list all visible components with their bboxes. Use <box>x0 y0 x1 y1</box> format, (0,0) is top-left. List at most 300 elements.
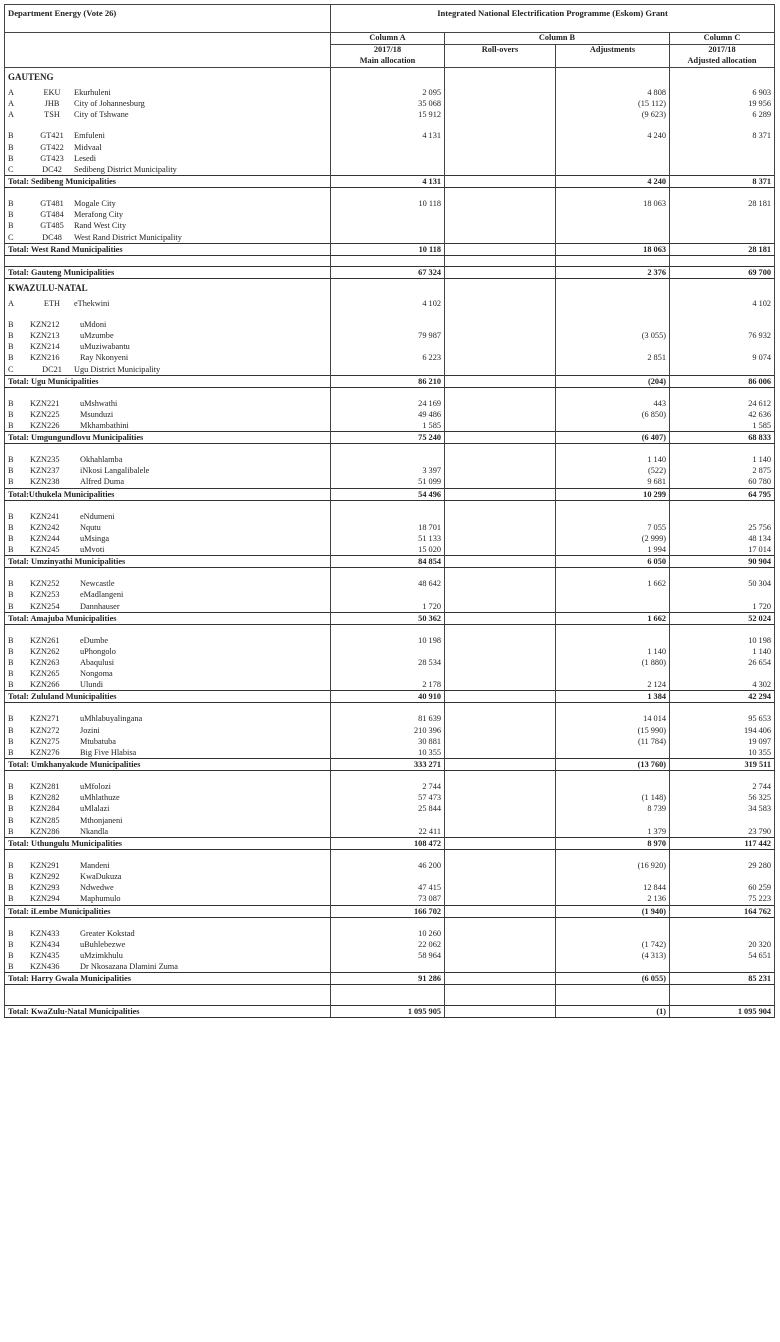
municipality-cell <box>5 352 331 363</box>
category-code: A <box>8 298 14 308</box>
main-allocation-value: 210 396 <box>331 725 445 736</box>
total-row <box>5 243 775 255</box>
municipality-cell <box>5 725 331 736</box>
province-heading-row <box>5 68 775 83</box>
municipality-name: uMhlabuyalingana <box>80 714 143 724</box>
total-label: Total: Umgungundlovu Municipalities <box>5 432 331 444</box>
rollovers-value <box>445 893 556 905</box>
municipality-code: KZN252 <box>30 579 60 589</box>
municipality-cell <box>5 928 331 939</box>
municipality-name: uMshwathi <box>80 398 118 408</box>
header-row-subtitles <box>5 56 775 68</box>
municipality-row <box>5 153 775 164</box>
adjustments-value: (15 990) <box>556 725 670 736</box>
municipality-code: JHB <box>44 99 60 109</box>
category-code: B <box>8 579 14 589</box>
category-code: B <box>8 669 14 679</box>
spacer-row <box>5 624 775 635</box>
total-main-allocation: 75 240 <box>331 432 445 444</box>
municipality-cell <box>5 657 331 668</box>
category-code: B <box>8 747 14 757</box>
municipality-cell <box>5 164 331 176</box>
adjusted-allocation-value: 54 651 <box>670 950 775 961</box>
adjusted-allocation-value <box>670 341 775 352</box>
main-allocation-value: 73 087 <box>331 893 445 905</box>
total-row <box>5 837 775 849</box>
municipality-cell <box>5 330 331 341</box>
municipality-name: Lesedi <box>74 153 97 163</box>
spacer-row <box>5 771 775 782</box>
category-code: B <box>8 804 14 814</box>
adjustments-value <box>556 319 670 330</box>
total-label: Total: Umkhanyakude Municipalities <box>5 759 331 771</box>
municipality-row <box>5 352 775 363</box>
total-row <box>5 266 775 278</box>
category-code: B <box>8 635 14 645</box>
municipality-row <box>5 646 775 657</box>
rollovers-value <box>445 826 556 838</box>
municipality-code: KZN221 <box>30 398 60 408</box>
adjusted-allocation-value <box>670 589 775 600</box>
adjustments-value: 1 379 <box>556 826 670 838</box>
municipality-code: KZN265 <box>30 669 60 679</box>
column-c-label: Column C <box>670 33 775 45</box>
main-allocation-value: 15 020 <box>331 544 445 556</box>
category-code: B <box>8 782 14 792</box>
rollovers-value <box>445 319 556 330</box>
rollovers-value <box>445 454 556 465</box>
adjusted-allocation-value: 194 406 <box>670 725 775 736</box>
municipality-code: KZN238 <box>30 477 60 487</box>
adjusted-allocation-value <box>670 668 775 679</box>
municipality-row <box>5 713 775 724</box>
total-main-allocation: 84 854 <box>331 556 445 568</box>
main-allocation-value: 2 095 <box>331 87 445 98</box>
municipality-cell <box>5 298 331 309</box>
spacer-row <box>5 985 775 996</box>
adjusted-allocation-value <box>670 961 775 973</box>
municipality-name: Mogale City <box>74 199 116 209</box>
municipality-name: Ulundi <box>80 680 104 690</box>
total-main-allocation: 40 910 <box>331 691 445 703</box>
municipality-cell <box>5 398 331 409</box>
adjusted-allocation-value: 50 304 <box>670 578 775 589</box>
total-adjustments: 10 299 <box>556 488 670 500</box>
total-adjustments: 1 662 <box>556 612 670 624</box>
municipality-name: eThekwini <box>74 298 110 308</box>
municipality-code: KZN275 <box>30 736 60 746</box>
total-label: Total: iLembe Municipalities <box>5 905 331 917</box>
adjusted-allocation-value: 95 653 <box>670 713 775 724</box>
municipality-row <box>5 792 775 803</box>
adjusted-allocation-value: 17 014 <box>670 544 775 556</box>
category-code: C <box>8 232 14 242</box>
rollovers-value <box>445 142 556 153</box>
total-adjusted-allocation: 68 833 <box>670 432 775 444</box>
main-allocation-value: 46 200 <box>331 860 445 871</box>
adjustments-value <box>556 153 670 164</box>
total-main-allocation: 108 472 <box>331 837 445 849</box>
municipality-code: GT423 <box>40 153 64 163</box>
municipality-code: KZN436 <box>30 961 60 971</box>
municipality-cell <box>5 220 331 231</box>
municipality-row <box>5 454 775 465</box>
rollovers-value <box>445 298 556 309</box>
municipality-code: KZN245 <box>30 545 60 555</box>
grand-total-row <box>5 1006 775 1018</box>
spacer-row <box>5 849 775 860</box>
category-code: B <box>8 533 14 543</box>
category-code: B <box>8 815 14 825</box>
total-row <box>5 905 775 917</box>
adjusted-allocation-value <box>670 511 775 522</box>
municipality-cell <box>5 420 331 432</box>
total-row <box>5 612 775 624</box>
municipality-name: Mandeni <box>80 860 110 870</box>
category-code: B <box>8 522 14 532</box>
rollovers-value <box>445 420 556 432</box>
adjustments-value: (2 999) <box>556 533 670 544</box>
municipality-row <box>5 544 775 556</box>
category-code: B <box>8 714 14 724</box>
total-label: Total: Gauteng Municipalities <box>5 266 331 278</box>
main-allocation-value: 10 118 <box>331 198 445 209</box>
total-row <box>5 375 775 387</box>
municipality-name: Mkhambathini <box>80 420 129 430</box>
rollovers-value <box>445 792 556 803</box>
adjustments-value: 2 851 <box>556 352 670 363</box>
municipality-name: City of Tshwane <box>74 110 129 120</box>
header-row-columns <box>5 33 775 45</box>
main-allocation-value: 48 642 <box>331 578 445 589</box>
adjusted-allocation-value: 2 744 <box>670 781 775 792</box>
municipality-name: Newcastle <box>80 579 115 589</box>
adjustments-label: Adjustments <box>556 45 670 57</box>
total-main-allocation: 54 496 <box>331 488 445 500</box>
municipality-cell <box>5 87 331 98</box>
adjustments-value <box>556 142 670 153</box>
total-main-allocation: 10 118 <box>331 243 445 255</box>
municipality-row <box>5 635 775 646</box>
adjustments-value <box>556 815 670 826</box>
category-code: B <box>8 331 14 341</box>
municipality-name: Maphumulo <box>80 894 121 904</box>
municipality-cell <box>5 589 331 600</box>
municipality-row <box>5 220 775 231</box>
rollovers-value <box>445 871 556 882</box>
main-allocation-value: 22 062 <box>331 939 445 950</box>
municipality-row <box>5 409 775 420</box>
total-adjustments: (1) <box>556 1006 670 1018</box>
total-adjusted-allocation: 69 700 <box>670 266 775 278</box>
total-rollovers <box>445 759 556 771</box>
adjustments-value: 9 681 <box>556 476 670 488</box>
category-code: B <box>8 590 14 600</box>
total-main-allocation: 166 702 <box>331 905 445 917</box>
municipality-row <box>5 893 775 905</box>
main-allocation-value <box>331 364 445 376</box>
rollovers-value <box>445 578 556 589</box>
municipality-code: KZN292 <box>30 872 60 882</box>
municipality-row <box>5 826 775 838</box>
municipality-code: GT481 <box>40 199 64 209</box>
total-rollovers <box>445 488 556 500</box>
adjusted-allocation-value <box>670 142 775 153</box>
adjustments-value: 2 124 <box>556 679 670 691</box>
municipality-code: KZN263 <box>30 658 60 667</box>
municipality-cell <box>5 961 331 973</box>
municipality-name: Nongoma <box>80 669 113 679</box>
adjusted-allocation-value: 10 198 <box>670 635 775 646</box>
municipality-cell <box>5 646 331 657</box>
spacer-row <box>5 255 775 266</box>
rollovers-value <box>445 109 556 120</box>
municipality-code: KZN225 <box>30 409 60 419</box>
municipality-name: Sedibeng District Municipality <box>74 164 177 174</box>
adjusted-allocation-value: 2 875 <box>670 465 775 476</box>
municipality-cell <box>5 871 331 882</box>
total-rollovers <box>445 375 556 387</box>
spacer-row <box>5 500 775 511</box>
allocation-rows <box>5 68 775 1018</box>
municipality-code: KZN284 <box>30 804 60 814</box>
municipality-name: uMdoni <box>80 319 107 329</box>
adjusted-allocation-value: 24 612 <box>670 398 775 409</box>
municipality-code: KZN286 <box>30 826 60 836</box>
adjusted-allocation-value: 8 371 <box>670 130 775 141</box>
category-code: B <box>8 928 14 938</box>
municipality-code: KZN291 <box>30 860 60 870</box>
main-allocation-value <box>331 668 445 679</box>
municipality-cell <box>5 544 331 556</box>
total-label: Total:Uthukela Municipalities <box>5 488 331 500</box>
adjusted-allocation-value: 76 932 <box>670 330 775 341</box>
adjustments-value <box>556 298 670 309</box>
municipality-code: KZN253 <box>30 590 60 600</box>
main-allocation-value <box>331 815 445 826</box>
total-label: Total: Umzinyathi Municipalities <box>5 556 331 568</box>
municipality-cell <box>5 409 331 420</box>
main-allocation-value <box>331 511 445 522</box>
adjustments-value: 1 662 <box>556 578 670 589</box>
municipality-row <box>5 815 775 826</box>
adjustments-value <box>556 364 670 376</box>
main-allocation-value: 1 720 <box>331 601 445 613</box>
category-code: B <box>8 153 14 163</box>
category-code: B <box>8 511 14 521</box>
municipality-cell <box>5 319 331 330</box>
rollovers-value <box>445 232 556 244</box>
adjusted-allocation-value: 1 140 <box>670 646 775 657</box>
municipality-name: KwaDukuza <box>80 872 122 882</box>
rollovers-label: Roll-overs <box>445 45 556 57</box>
rollovers-value <box>445 928 556 939</box>
category-code: B <box>8 646 14 656</box>
municipality-row <box>5 578 775 589</box>
municipality-name: uMuziwabantu <box>80 342 130 352</box>
municipality-row <box>5 319 775 330</box>
adjustments-value: (1 880) <box>556 657 670 668</box>
total-label: Total: Amajuba Municipalities <box>5 612 331 624</box>
adjustments-value: 7 055 <box>556 522 670 533</box>
total-label: Total: Uthungulu Municipalities <box>5 837 331 849</box>
allocation-table <box>4 4 775 1018</box>
total-adjusted-allocation: 90 904 <box>670 556 775 568</box>
adjustments-value: 1 140 <box>556 646 670 657</box>
adjusted-allocation-value: 1 585 <box>670 420 775 432</box>
category-code: B <box>8 210 14 220</box>
municipality-cell <box>5 601 331 613</box>
rollovers-value <box>445 679 556 691</box>
rollovers-value <box>445 544 556 556</box>
municipality-code: KZN214 <box>30 342 60 352</box>
municipality-name: uPhongolo <box>80 646 116 656</box>
rollovers-value <box>445 87 556 98</box>
municipality-row <box>5 736 775 747</box>
total-main-allocation: 67 324 <box>331 266 445 278</box>
main-allocation-value: 81 639 <box>331 713 445 724</box>
municipality-cell <box>5 98 331 109</box>
municipality-code: KZN235 <box>30 455 60 465</box>
municipality-code: KZN293 <box>30 883 60 893</box>
adjustments-value: 1 140 <box>556 454 670 465</box>
main-allocation-value: 10 260 <box>331 928 445 939</box>
municipality-row <box>5 164 775 176</box>
rollovers-value <box>445 98 556 109</box>
municipality-row <box>5 533 775 544</box>
adjusted-allocation-value: 25 756 <box>670 522 775 533</box>
municipality-row <box>5 589 775 600</box>
category-code: A <box>8 110 14 120</box>
adjusted-allocation-value: 4 302 <box>670 679 775 691</box>
municipality-row <box>5 87 775 98</box>
municipality-cell <box>5 736 331 747</box>
total-rollovers <box>445 1006 556 1018</box>
municipality-cell <box>5 635 331 646</box>
municipality-cell <box>5 522 331 533</box>
main-allocation-value: 24 169 <box>331 398 445 409</box>
municipality-cell <box>5 341 331 352</box>
rollovers-value <box>445 209 556 220</box>
rollovers-value <box>445 939 556 950</box>
adjustments-value: (1 148) <box>556 792 670 803</box>
municipality-code: TSH <box>44 110 60 120</box>
municipality-name: eMadlangeni <box>80 590 124 600</box>
total-label: Total: Harry Gwala Municipalities <box>5 973 331 985</box>
rollovers-value <box>445 130 556 141</box>
spacer-row <box>5 309 775 319</box>
municipality-row <box>5 679 775 691</box>
municipality-row <box>5 98 775 109</box>
rollovers-value <box>445 815 556 826</box>
total-rollovers <box>445 243 556 255</box>
adjustments-value: (9 623) <box>556 109 670 120</box>
total-main-allocation: 4 131 <box>331 176 445 188</box>
rollovers-value <box>445 657 556 668</box>
column-b-label: Column B <box>445 33 670 45</box>
municipality-code: KZN244 <box>30 533 60 543</box>
total-label: Total: Ugu Municipalities <box>5 375 331 387</box>
municipality-name: Nqutu <box>80 522 101 532</box>
adjusted-allocation-value: 1 140 <box>670 454 775 465</box>
header-row-years <box>5 45 775 57</box>
municipality-name: Abaqulusi <box>80 658 115 667</box>
adjustments-value <box>556 511 670 522</box>
category-code: B <box>8 894 14 904</box>
column-a-label: Column A <box>331 33 445 45</box>
total-adjustments: (6 055) <box>556 973 670 985</box>
municipality-cell <box>5 465 331 476</box>
category-code: B <box>8 353 14 363</box>
main-allocation-value: 4 131 <box>331 130 445 141</box>
municipality-row <box>5 522 775 533</box>
total-main-allocation: 50 362 <box>331 612 445 624</box>
total-adjustments: (204) <box>556 375 670 387</box>
category-code: B <box>8 939 14 949</box>
category-code: B <box>8 319 14 329</box>
adjustments-value <box>556 589 670 600</box>
municipality-cell <box>5 893 331 905</box>
municipality-code: KZN271 <box>30 714 60 724</box>
adjusted-allocation-value: 48 134 <box>670 533 775 544</box>
municipality-name: Midvaal <box>74 142 102 152</box>
rollovers-value <box>445 781 556 792</box>
municipality-row <box>5 364 775 376</box>
municipality-name: Merafong City <box>74 210 124 220</box>
municipality-cell <box>5 950 331 961</box>
adjustments-value: 14 014 <box>556 713 670 724</box>
rollovers-value <box>445 713 556 724</box>
municipality-name: City of Johannesburg <box>74 99 145 109</box>
main-allocation-value <box>331 220 445 231</box>
total-adjusted-allocation: 64 795 <box>670 488 775 500</box>
main-allocation-value <box>331 232 445 244</box>
municipality-code: KZN241 <box>30 511 60 521</box>
spacer-row <box>5 387 775 398</box>
main-allocation-value: 58 964 <box>331 950 445 961</box>
category-code: B <box>8 872 14 882</box>
municipality-name: eNdumeni <box>80 511 115 521</box>
adjusted-allocation-value: 4 102 <box>670 298 775 309</box>
adjusted-allocation-value: 19 956 <box>670 98 775 109</box>
category-code: B <box>8 420 14 430</box>
category-code: B <box>8 466 14 476</box>
rollovers-value <box>445 330 556 341</box>
rollovers-value <box>445 635 556 646</box>
adjustments-value <box>556 220 670 231</box>
adjustments-value <box>556 601 670 613</box>
municipality-code: GT421 <box>40 131 64 141</box>
municipality-code: KZN435 <box>30 950 60 960</box>
total-rollovers <box>445 837 556 849</box>
adjusted-allocation-value <box>670 319 775 330</box>
rollovers-value <box>445 589 556 600</box>
municipality-code: KZN294 <box>30 894 60 904</box>
municipality-cell <box>5 153 331 164</box>
rollovers-value <box>445 860 556 871</box>
municipality-row <box>5 420 775 432</box>
category-code: B <box>8 131 14 141</box>
category-code: A <box>8 99 14 109</box>
municipality-name: eDumbe <box>80 635 109 645</box>
rollovers-value <box>445 409 556 420</box>
adjustments-value <box>556 871 670 882</box>
province-heading: GAUTENG <box>5 68 331 83</box>
total-rollovers <box>445 556 556 568</box>
municipality-row <box>5 209 775 220</box>
municipality-code: GT485 <box>40 221 64 231</box>
rollovers-value <box>445 601 556 613</box>
